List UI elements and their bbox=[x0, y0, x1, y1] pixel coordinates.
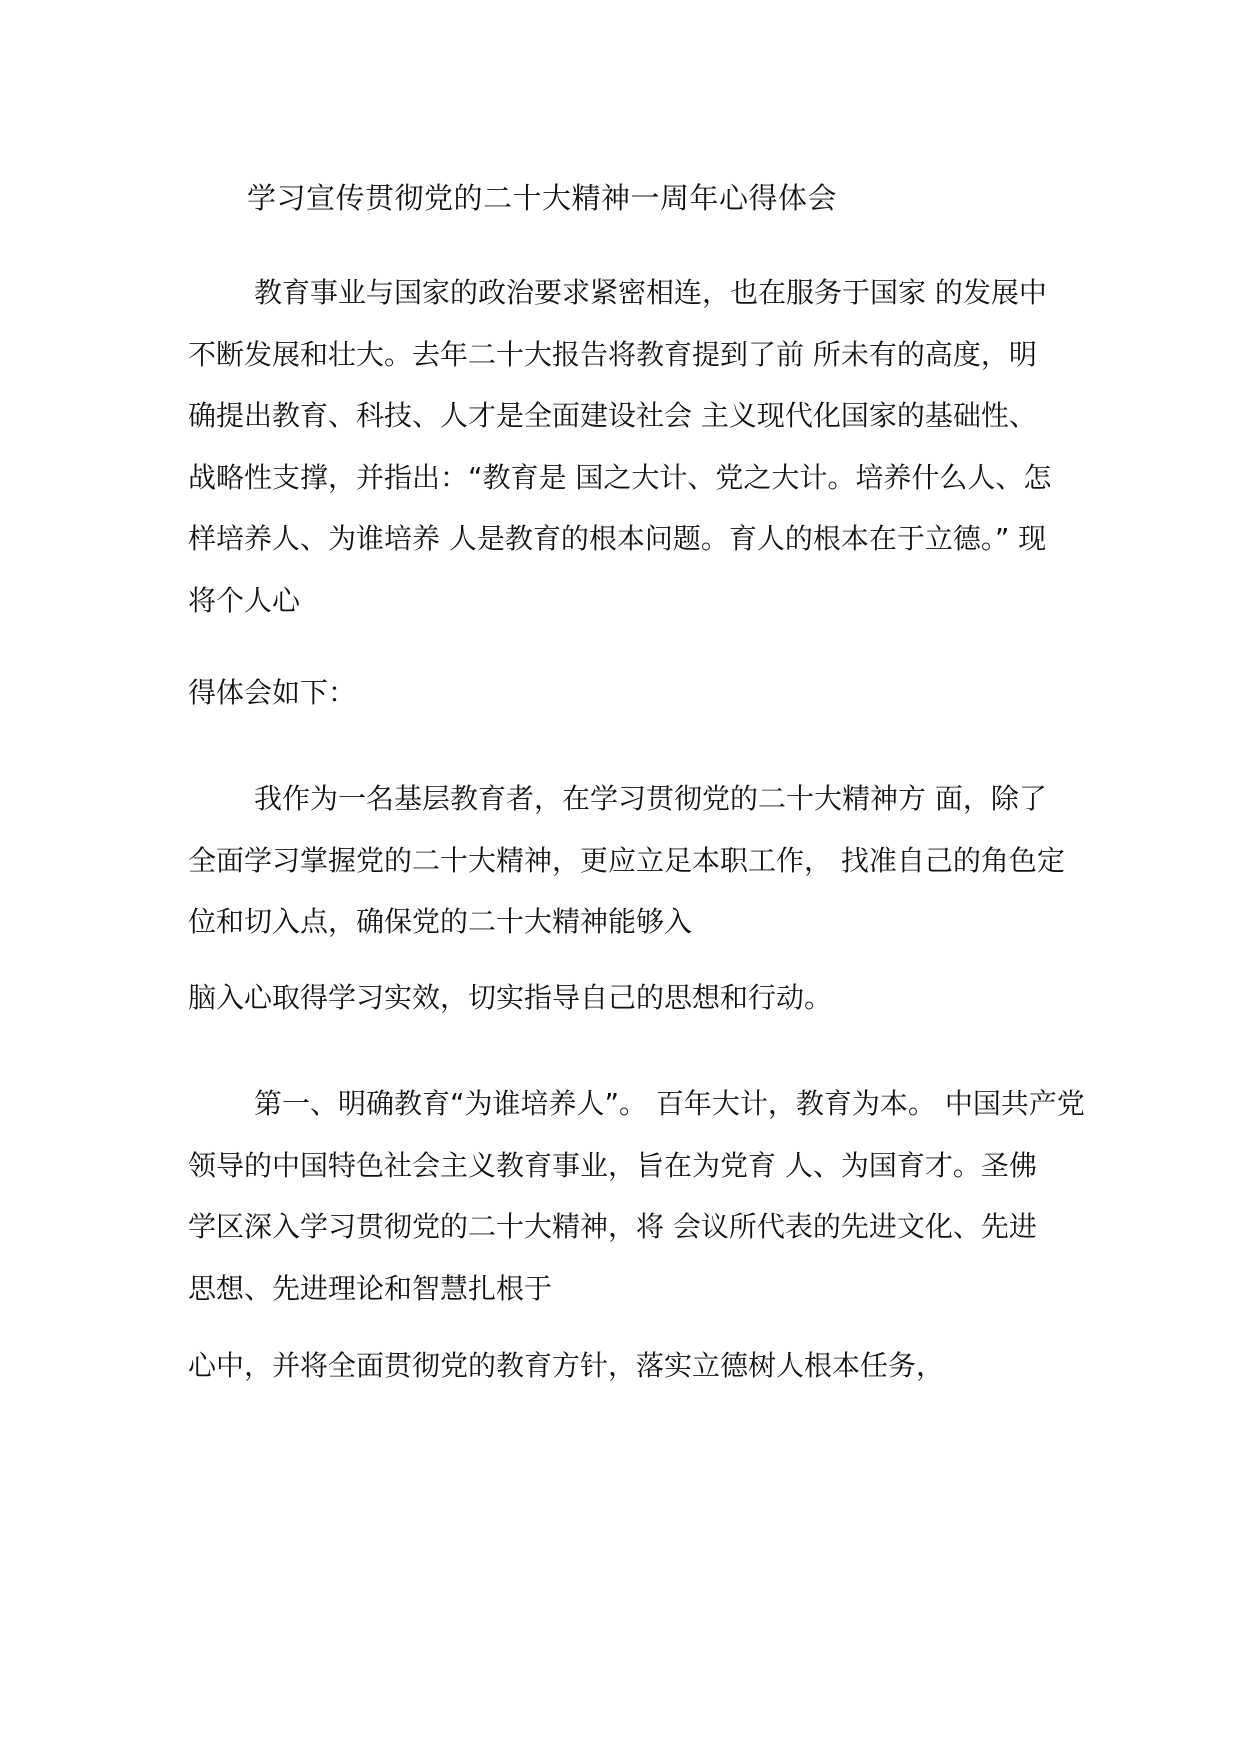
paragraph-2 bbox=[188, 662, 1068, 724]
paragraph-5 bbox=[188, 1073, 1085, 1319]
paragraph-line: 战略性支撑，并指出：“教育是 国之大计、党之大计。培养什么人、怎 bbox=[188, 460, 1052, 494]
paragraph-line: 确提出教育、科技、人才是全面建设社会 主义现代化国家的基础性、 bbox=[188, 399, 1037, 432]
paragraph-line: 第一、明确教育“为谁培养人”。 百年大计，教育为本。 中国共产党 bbox=[254, 1087, 1085, 1120]
document-title: 学习宣传贯彻党的二十大精神一周年心得体会 bbox=[247, 181, 838, 215]
paragraph-line: 学区深入学习贯彻党的二十大精神，将 会议所代表的先进文化、先进 bbox=[188, 1210, 1037, 1243]
paragraph-line: 领导的中国特色社会主义教育事业，旨在为党育 人、为国育才。圣佛 bbox=[188, 1148, 1037, 1182]
paragraph-line: 教育事业与国家的政治要求紧密相连，也在服务于国家 的发展中 bbox=[254, 276, 1047, 309]
paragraph-6 bbox=[188, 1335, 1068, 1397]
paragraph-line: 心中，并将全面贯彻党的教育方针，落实立德树人根本任务， bbox=[188, 1349, 945, 1382]
paragraph-line: 将个人心 bbox=[188, 583, 301, 617]
paragraph-line: 脑入心取得学习实效，切实指导自己的思想和行动。 bbox=[188, 981, 833, 1014]
paragraph-line: 思想、先进理论和智慧扎根于 bbox=[188, 1271, 553, 1305]
paragraph-line: 得体会如下： bbox=[188, 676, 357, 709]
paragraph-line: 位和切入点，确保党的二十大精神能够入 bbox=[188, 905, 693, 938]
paragraph-3 bbox=[188, 768, 1068, 953]
paragraph-1 bbox=[188, 262, 1068, 631]
paragraph-line: 我作为一名基层教育者，在学习贯彻党的二十大精神方 面，除了 bbox=[254, 782, 1047, 815]
paragraph-4 bbox=[188, 967, 1068, 1029]
paragraph-line: 不断发展和壮大。去年二十大报告将教育提到了前 所未有的高度，明 bbox=[188, 337, 1037, 371]
paragraph-line: 全面学习掌握党的二十大精神，更应立足本职工作， 找准自己的角色定 bbox=[188, 843, 1065, 877]
paragraph-line: 样培养人、为谁培养 人是教育的根本问题。育人的根本在于立德。” 现 bbox=[188, 522, 1047, 555]
